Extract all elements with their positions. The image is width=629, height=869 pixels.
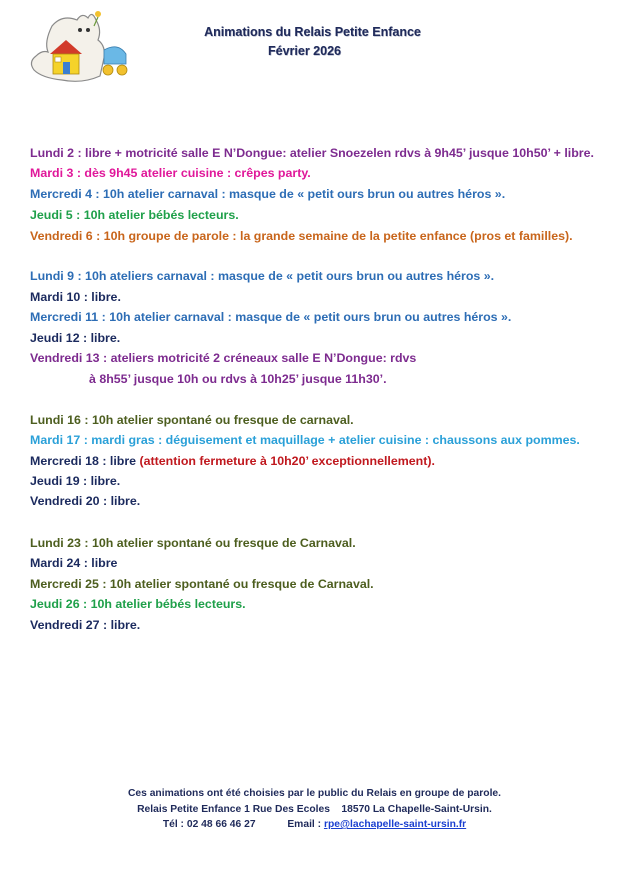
- closure-notice: (attention fermeture à 10h20’ exceptionnellement).: [139, 454, 435, 468]
- page-title: Animations du Relais Petite Enfance: [204, 25, 421, 39]
- schedule-line: Mercredi 4 : 10h atelier carnaval : masque de « petit ours brun ou autres héros ».: [30, 187, 506, 201]
- footer-address: Relais Petite Enfance 1 Rue Des Ecoles 18570 La Chapelle-Saint-Ursin.: [137, 804, 492, 815]
- schedule-line: Mercredi 25 : 10h atelier spontané ou fresque de Carnaval.: [30, 577, 374, 591]
- schedule-line: Vendredi 6 : 10h groupe de parole : la grande semaine de la petite enfance (pros et familles).: [30, 229, 573, 243]
- schedule-line: Mercredi 11 : 10h atelier carnaval : masque de « petit ours brun ou autres héros ».: [30, 310, 512, 324]
- schedule-line: Jeudi 12 : libre.: [30, 331, 121, 345]
- footer-note: Ces animations ont été choisies par le public du Relais en groupe de parole.: [127, 788, 502, 799]
- schedule-line: Jeudi 19 : libre.: [30, 474, 121, 488]
- schedule-line: Lundi 16 : 10h atelier spontané ou fresque de carnaval.: [30, 413, 354, 427]
- schedule-line: Jeudi 5 : 10h atelier bébés lecteurs.: [30, 208, 239, 222]
- schedule-line: Mardi 24 : libre: [30, 556, 118, 570]
- schedule-line: Mardi 17 : mardi gras : déguisement et maquillage + atelier cuisine : chaussons aux pommes.: [30, 433, 580, 447]
- schedule-line: Lundi 2 : libre + motricité salle E N’Dongue: atelier Snoezelen rdvs à 9h45’ jusque 10h50’ + libre.: [30, 146, 594, 160]
- schedule-line: Lundi 9 : 10h ateliers carnaval : masque de « petit ours brun ou autres héros ».: [30, 269, 495, 283]
- schedule-line: à 8h55’ jusque 10h ou rdvs à 10h25’ jusque 11h30’.: [89, 372, 387, 386]
- schedule-line: Jeudi 26 : 10h atelier bébés lecteurs.: [30, 597, 246, 611]
- footer-email-label: Email :: [287, 819, 324, 830]
- schedule-line: Mardi 3 : dès 9h45 atelier cuisine : crêpes party.: [30, 166, 311, 180]
- schedule-line: Vendredi 20 : libre.: [30, 494, 141, 508]
- footer-contact: [0, 819, 629, 830]
- schedule-line: Vendredi 27 : libre.: [30, 618, 141, 632]
- schedule-day: Mercredi 18 : libre: [30, 454, 137, 468]
- schedule-line: Mardi 10 : libre.: [30, 290, 121, 304]
- schedule-line: Lundi 23 : 10h atelier spontané ou fresque de Carnaval.: [30, 536, 356, 550]
- footer-phone: Tél : 02 48 66 46 27: [162, 819, 256, 830]
- email-link[interactable]: rpe@lachapelle-saint-ursin.fr: [323, 819, 467, 830]
- page-subtitle: Février 2026: [268, 44, 341, 58]
- schedule-line: [30, 454, 435, 469]
- schedule-line: Vendredi 13 : ateliers motricité 2 créneaux salle E N’Dongue: rdvs: [30, 351, 417, 365]
